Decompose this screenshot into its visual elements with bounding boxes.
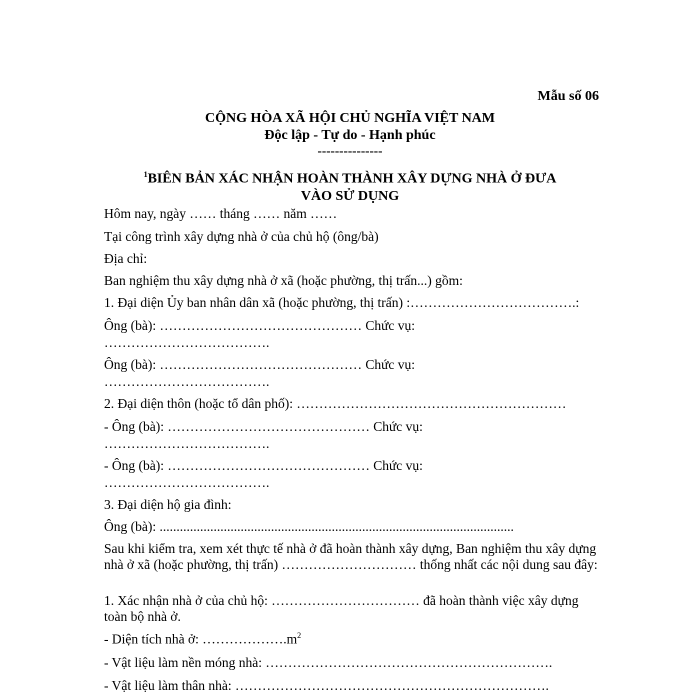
walls-line: - Vật liệu làm thân nhà: ……………………………………………………………. bbox=[104, 678, 549, 693]
board-line: Ban nghiệm thu xây dựng nhà ở xã (hoặc phường, thị trấn...) gồm: bbox=[104, 273, 463, 288]
area-line bbox=[104, 631, 301, 648]
motto-heading: Độc lập - Tự do - Hạnh phúc bbox=[264, 128, 436, 143]
s1-person-1: Ông (bà): ……………………………………… Chức vụ: bbox=[104, 318, 416, 333]
site-line: Tại công trình xây dựng nhà ở của chủ hộ (ông/bà) bbox=[104, 229, 379, 244]
section-3-heading: 3. Đại diện hộ gia đình: bbox=[104, 497, 232, 512]
date-line: Hôm nay, ngày …… tháng …… năm …… bbox=[104, 206, 338, 221]
foundation-line: - Vật liệu làm nền móng nhà: ………………………………………………………. bbox=[104, 655, 553, 670]
s2-person-1: - Ông (bà): ……………………………………… Chức vụ: bbox=[104, 419, 423, 434]
area-label: - Diện tích nhà ở: ……………….m bbox=[104, 631, 298, 647]
s2-person-2: - Ông (bà): ……………………………………… Chức vụ: bbox=[104, 458, 423, 473]
s1-person-1-cont: ………………………………. bbox=[104, 335, 270, 350]
conclusion-paragraph: Sau khi kiểm tra, xem xét thực tế nhà ở đã hoàn thành xây dựng, Ban nghiệm thu xây dựng nhà ở xã (hoặc phường, thị trấn) ………………………… thống nhất các nội dung sau đây: bbox=[104, 541, 598, 572]
footnote-mark: 1 bbox=[143, 170, 148, 179]
s1-person-2-cont: ………………………………. bbox=[104, 374, 270, 389]
confirm-paragraph: 1. Xác nhận nhà ở của chủ hộ: …………………………… đã hoàn thành việc xây dựng toàn bộ nhà ở. bbox=[104, 593, 579, 624]
section-1-heading: 1. Đại diện Ủy ban nhân dân xã (hoặc phường, thị trấn) :……………………………….: bbox=[104, 295, 580, 310]
title-text: BIÊN BẢN XÁC NHẬN HOÀN THÀNH XÂY DỰNG NHÀ Ở ĐƯA VÀO SỬ DỤNG bbox=[147, 171, 557, 204]
s1-person-2: Ông (bà): ……………………………………… Chức vụ: bbox=[104, 357, 416, 372]
s2-person-1-cont: ………………………………. bbox=[104, 436, 270, 451]
s3-person: Ông (bà): ......................................................................................................... bbox=[104, 519, 514, 534]
form-number: Mẫu số 06 bbox=[537, 89, 599, 104]
address-line: Địa chỉ: bbox=[104, 251, 148, 266]
s2-person-2-cont: ………………………………. bbox=[104, 475, 270, 490]
nation-heading: CỘNG HÒA XÃ HỘI CHỦ NGHĨA VIỆT NAM bbox=[204, 111, 495, 126]
section-2-heading: 2. Đại diện thôn (hoặc tổ dân phố): …………………………………………………… bbox=[104, 396, 567, 411]
area-unit-superscript: 2 bbox=[297, 631, 302, 640]
document-title bbox=[130, 166, 570, 205]
heading-separator: --------------- bbox=[317, 143, 383, 158]
